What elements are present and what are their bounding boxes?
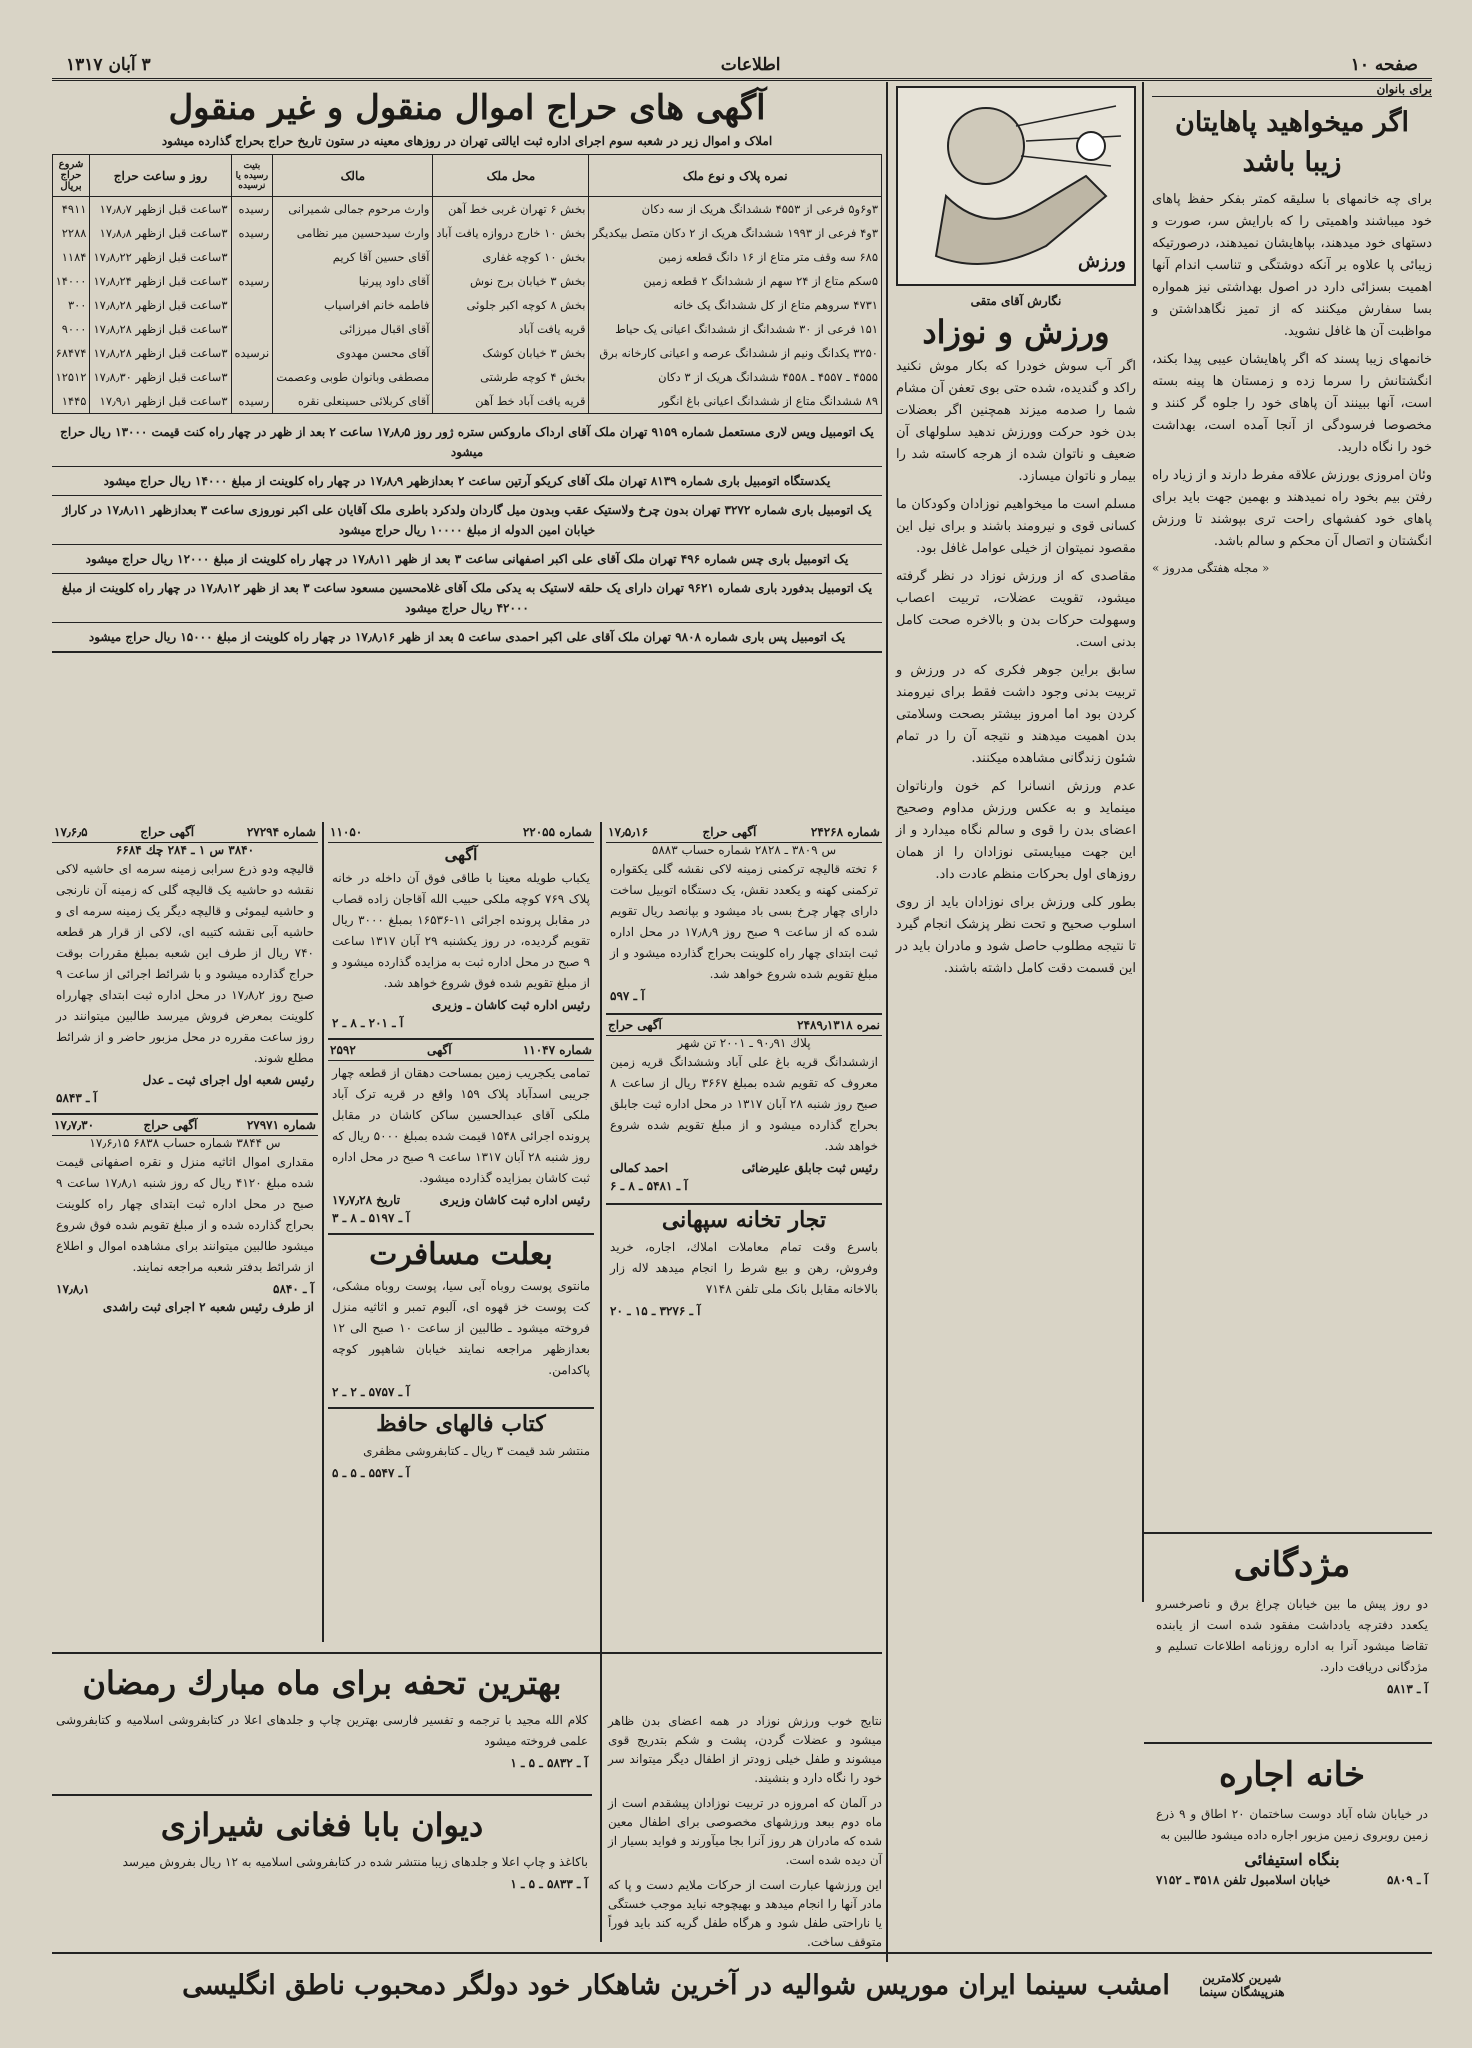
ad-code: آ ـ ۵۴۸۱ ـ ۸ ـ ۶ [610, 1179, 688, 1193]
ad-footer [52, 1298, 318, 1316]
travel-ad [328, 1233, 594, 1401]
column-header: محل ملک [433, 155, 589, 197]
table-cell: بخش ۳ خیابان برج نوش [433, 269, 589, 293]
table-cell: ۳ساعت قبل ازظهر ۱۷٫۸٫۲۲ [90, 245, 231, 269]
ad-footer [328, 1464, 594, 1482]
ad-sign: رئیس ثبت جابلق علیرضائی [741, 1161, 878, 1175]
ad-code: آ ـ ۲۰۱ ـ ۸ ـ ۲ [332, 1016, 404, 1030]
table-header [52, 155, 881, 197]
ad-ref: ۳۸۴۰ س ۱ ـ ۲۸۴ چك ۶۶۸۴ [115, 843, 255, 857]
article-paragraph: سابق براین جوهر فکری که در ورزش و تربیت بدنی وجود داشت فقط برای نیرومند کردن بود اما امروز بیشتر بصحت وسلامتی بدن اهمیت میدهند و نتیجه آن را در تمام شئون زندگانی مشاهده میکنند. [896, 663, 1136, 766]
table-cell: ۹۰۰۰ [52, 317, 90, 341]
article-paragraph: اگر آب سوش خودرا که بکار موش نکنید راکد و گندیده، شده حتی بوی تعفن آن مشام شما را صدمه میزند همچنین اگر بعضلات بدن خود حرکت وورزش ندهید سلولهای آن ضعیف و ناتوان شده از هرجه کاسته شد را بیمار و ناتوان میسازد. [896, 359, 1136, 484]
table-cell: آقای داود پیرنیا [273, 269, 433, 293]
column-divider [1142, 82, 1144, 1602]
women-byline: « مجله هفتگی مدروز » [1152, 561, 1270, 575]
ad-body: مقداری اموال اثاثیه منزل و نقره اصفهانی قیمت شده مبلغ ۴۱۲۰ ریال که روز شنبه ۱۷٫۸٫۱ ساعت ۹ صبح در محل اداره ثبت ابتدای چهار راه کلوینت بحراج گذارده شده و از مبلغ تقویم شده فوق شروع میشود طالبین میتوانند برای مشاهده اموال و اطلاع از شرائط بدفتر شعبه مراجعه نمایند. [56, 1155, 314, 1274]
ad-title: آگهی حراج [143, 1118, 198, 1132]
women-body [1152, 189, 1432, 553]
auction-ad [328, 1038, 594, 1227]
auction-section [52, 82, 882, 653]
ad-body: باکاغذ و چاپ اعلا و جلدهای زیبا منتشر شده در کتابفروشی اسلامیه به ۱۲ ریال بفروش میرسد [122, 1855, 588, 1869]
column-divider [600, 1652, 602, 1942]
ad-body: کلام الله مجید با ترجمه و تفسیر فارسی بهترین چاپ و جلدهای اعلا در کتابفروشی اسلامیه و کتابفروشی علمی فروخته میشود [56, 1713, 588, 1748]
ad-header [606, 1015, 882, 1036]
ad-footer [328, 1191, 594, 1209]
section-divider [52, 1794, 592, 1796]
ad-body: باسرع وقت تمام معاملات املاك، اجاره، خرید وفروش، رهن و بیع شرط را انجام میدهد لاله زار بالاخانه مقابل بانک ملی تلفن ۷۱۴۸ [610, 1240, 878, 1296]
ad-body: منتشر شد قیمت ۳ ریال ـ کتابفروشی مظفری [363, 1444, 590, 1458]
section-divider [1144, 1742, 1432, 1744]
article-paragraph: این ورزشها عبارت است از حرکات ملایم دست و پا که مادر آنها را انجام میدهد و بهیچوجه نباید موجب خستگی یا ناراحتی طفل شود و هرگاه طفل گریه کند باید فوراً متوقف ساخت. [608, 1878, 882, 1949]
article-paragraph: مقاصدی که از ورزش نوزاد در نظر گرفته میشود، تقویت عضلات، تربیت اعصاب وسهولت حرکات بدن و بالاخره صحت کامل بدنی است. [896, 569, 1136, 650]
vehicle-notice: یک اتومبیل ویس لاری مستعمل شماره ۹۱۵۹ تهران ملک آقای ارداک ماروکس ستره ژور روز ۱۷٫۸٫۵ ساعت ۲ بعد از ظهر در چهار راه کنت قیمت ۱۳۰۰۰ ریال حراج میشود [52, 418, 882, 467]
ad-code: آ ـ ۵۸۴۰ [273, 1282, 314, 1296]
ad-body: ۶ تخته قالیچه ترکمنی زمینه لاکی نقشه گلی یکقواره ترکمنی کهنه و یکعدد نقش، یک دستگاه اتوبیل ساخت دارای چهار چرخ بسی باد میشود و بپانصد ریال تقویم شده که از ساعت ۹ صبح روز ۱۷٫۸٫۹ در محل اداره ثبت ابتدای چهار راه کلوینت بحراج گذارده میشود و از مبلغ تقویم شده شروع خواهد شد. [610, 862, 879, 981]
auction-table [52, 154, 882, 414]
ad-title: بعلت مسافرت [369, 1237, 553, 1272]
vehicle-notice: یک اتومبیل پس باری شماره ۹۸۰۸ تهران ملک آقای علی اکبر احمدی ساعت ۵ بعد از ظهر ۱۷٫۸٫۱۶ در چهار راه کلوینت از مبلغ ۱۵۰۰۰ ریال حراج میشود [52, 623, 882, 653]
table-cell: ۳و۶و۵ فرعی از ۴۵۵۳ ششدانگ هریک از سه دکان [589, 197, 882, 222]
table-cell: ۳ساعت قبل ازظهر ۱۷٫۸٫۲۸ [90, 341, 231, 365]
ad-column-middle [328, 822, 594, 1482]
office-name: بنگاه استیفائی [1244, 1850, 1340, 1869]
ad-body: یکباب طویله معینا با طاقی فوق آن داخله در خانه پلاک ۷۶۹ کوچه ملکی حبیب الله آقاجان زاده قصاب در مقابل پرونده اجرائی ۱۱-۱۶۵۳۶ بمبلغ ۳۰۰۰ ریال تقویم گردیده، در روز یکشنبه ۲۹ آبان ۱۳۱۷ ساعت ۹ صبح در محل اداره ثبت به مزایده گذارده میشود و از مبلغ تقویم شده فوق شروع خواهد شد. [332, 871, 590, 990]
women-paragraph: وئان امروزی بورزش علاقه مفرط دارند و از زیاد راه رفتن بیم بخود راه نمیدهند و بهمین جهت باید برای پاهای خود کفشهای راحت تری بپوشند تا ورزش انگشتان و اتصال آن محکم و سالم باشد. [1152, 468, 1432, 549]
ad-footer [328, 996, 594, 1014]
sports-illustration [896, 86, 1136, 286]
table-cell [231, 317, 273, 341]
section-label: برای بانوان [1152, 82, 1432, 97]
ad-code: آ ـ ۵۵۴۷ ـ ۵ ـ ۵ [332, 1466, 410, 1480]
table-cell [231, 293, 273, 317]
ad-footer [52, 1754, 592, 1772]
ad-code: آ ـ ۵۸۱۳ [1387, 1682, 1428, 1696]
ad-footer [52, 1071, 318, 1089]
table-cell: بخش ۱۰ خارج دروازه یافت آباد [433, 221, 589, 245]
women-headline: اگر میخواهید پاهایتان زیبا باشد [1174, 107, 1410, 178]
ad-number: نمره ۲۴۸۹٫۱۳۱۸ [797, 1018, 880, 1032]
divan-ad [52, 1800, 592, 1893]
table-cell: آقای کربلائی حسینعلی نقره [273, 389, 433, 414]
ad-header [52, 1115, 318, 1136]
mojdegani-ad [1152, 1538, 1432, 1698]
ad-title: تجار تخانه سپهانی [661, 1207, 827, 1233]
table-cell: آقای اقبال میرزائی [273, 317, 433, 341]
column-header: شروع حراج بریال [52, 155, 90, 197]
auction-ad [52, 822, 318, 1107]
ad-body: تمامی یکجریب زمین بمساحت دهقان از قطعه چهار جریبی اسدآباد پلاک ۱۵۹ واقع در قریه ترک آباد ملکی آقای عبدالحسین ساکن کاشان در مقابل پرونده اجرائی ۱۵۴۸ قیمت شده بمبلغ ۵۰۰۰ ریال که روز شنبه ۲۸ آبان ۱۳۱۷ ساعت ۹ صبح در محل اداره ثبت کاشان بمزایده گذارده میشود. [332, 1066, 591, 1185]
auction-ad [52, 1113, 318, 1316]
ad-title: آگهی [444, 845, 478, 864]
table-cell: بخش ۱۰ کوچه غفاری [433, 245, 589, 269]
table-cell: وارث مرحوم جمالی شمیرانی [273, 197, 433, 222]
ad-footer [328, 1209, 594, 1227]
ad-number: شماره ۲۲۰۵۵ [522, 825, 592, 839]
table-cell: ۳ساعت قبل ازظهر ۱۷٫۸٫۲۸ [90, 317, 231, 341]
ad-number: شماره ۲۷۲۹۴ [246, 825, 316, 839]
ad-footer [52, 1875, 592, 1893]
section-divider [52, 1652, 882, 1654]
ad-number: شماره ۲۷۹۷۱ [246, 1118, 316, 1132]
ad-footer [606, 1177, 882, 1195]
table-row [52, 317, 881, 341]
table-cell: ۳۰۰ [52, 293, 90, 317]
column-divider [322, 822, 324, 1642]
ad-title: خانه اجاره [1219, 1755, 1365, 1795]
table-cell: بخش ۸ کوچه اکبر جلوئی [433, 293, 589, 317]
table-cell: قریه یافت آباد [433, 317, 589, 341]
table-cell: وارث سیدحسین میر نظامی [273, 221, 433, 245]
column-divider [886, 82, 888, 1962]
table-cell: ۲۲۸۸ [52, 221, 90, 245]
ad-number: شماره ۱۱۰۴۷ [522, 1043, 592, 1057]
cinema-small-text: شیرین کلامترین هنرپیشگان سینما [1199, 1971, 1285, 1999]
cinema-ad [52, 1956, 1432, 2014]
table-cell: ۳ساعت قبل ازظهر ۱۷٫۹٫۱ [90, 389, 231, 414]
ad-date: ۱۷٫۷٫۳۰ [54, 1118, 95, 1132]
table-row [52, 365, 881, 389]
vehicle-notice: یک اتومبیل باری چس شماره ۴۹۶ تهران ملک آقای علی اکبر اصفهانی ساعت ۳ بعد از ظهر ۱۷٫۸٫۱۱ در چهار راه کلوینت از مبلغ ۱۲۰۰۰ ریال حراج میشود [52, 545, 882, 574]
ad-header [52, 822, 318, 843]
article-paragraph: در آلمان که امروزه در تربیت نوزادان پیشقدم است از ماه دوم ببعد ورزشهای مخصوصی برای اطفال معین شده که مادران هر روز آنرا بجا میآورند و فواید بسیار از آن دیده شده است. [608, 1796, 882, 1867]
column-header: بتیت رسیده یا نرسیده [231, 155, 273, 197]
sepahani-ad [606, 1203, 882, 1320]
ad-footer [606, 1302, 882, 1320]
page-number: صفحه ۱۰ [1350, 55, 1418, 75]
hafez-ad [328, 1407, 594, 1482]
table-cell: ۱۲۵۱۲ [52, 365, 90, 389]
table-row [52, 245, 881, 269]
ad-body: دو روز پیش ما بین خیابان چراغ برق و ناصرخسرو یکعدد دفترچه یادداشت مفقود شده است از یابنده تقاضا میشود آنرا به اداره روزنامه اطلاعات تسلیم و مژدگانی دریافت دارد. [1156, 1597, 1428, 1674]
ad-code: آ ـ ۵۸۳۲ ـ ۵ ـ ۱ [510, 1756, 588, 1770]
ad-footer [1152, 1680, 1432, 1698]
article-paragraph: نتایج خوب ورزش نوزاد در همه اعضای بدن ظاهر میشود و عضلات گردن، پشت و شکم بتدریج قوی میشوند و طفل خیلی زودتر از اطفال دیگر میتواند سر خود را نگاه دارد و بنشیند. [608, 1714, 882, 1785]
ad-title: کتاب فالهای حافظ [376, 1411, 546, 1437]
table-cell [231, 245, 273, 269]
ad-ref: س ۳۸۴۴ شماره حساب ۶۸۳۸ ۱۷٫۶٫۱۵ [89, 1136, 281, 1150]
table-row [52, 293, 881, 317]
ad-title: آگهی حراج [702, 825, 757, 839]
table-row [52, 341, 881, 365]
table-cell: رسیده [231, 269, 273, 293]
cinema-title: امشب سینما ایران موریس شوالیه در آخرین شاهکار خود دولگر دمحبوب ناطق انگلیسی [182, 1969, 1170, 2001]
section-divider [52, 1952, 1432, 1954]
table-cell: بخش ۴ کوچه طرشتی [433, 365, 589, 389]
ad-footer [1152, 1871, 1432, 1889]
table-cell: رسیده [231, 389, 273, 414]
ad-footer [606, 987, 882, 1005]
women-column [1152, 82, 1432, 1522]
ad-footer [52, 1089, 318, 1107]
house-rent-ad [1152, 1748, 1432, 1889]
ad-date2: ۱۷٫۸٫۱ [56, 1282, 90, 1296]
table-cell: ۳ساعت قبل ازظهر ۱۷٫۸٫۲۴ [90, 269, 231, 293]
ad-title: آگهی حراج [140, 825, 195, 839]
ad-header [606, 822, 882, 843]
table-cell: ۱۱۸۴ [52, 245, 90, 269]
vehicle-notices [52, 418, 882, 653]
table-cell: ۱۴۰۰۰ [52, 269, 90, 293]
table-cell: ۳ساعت قبل ازظهر ۱۷٫۸٫۷ [90, 197, 231, 222]
ad-ref: پلاك ۹۰٫۹۱ ـ ۲۰۰۱ تن شهر [677, 1036, 811, 1050]
illustration-label: ورزش [1077, 251, 1126, 272]
table-cell: ۳۲۵۰ یکدانگ ونیم از ششدانگ عرصه و اعیانی کارخانه برق [589, 341, 882, 365]
sports-article [896, 294, 1136, 986]
vehicle-notice: یک اتومبیل باری شماره ۳۲۷۲ تهران بدون چرخ ولاستیک عقب وبدون میل گاردان ولدکرد باطری ملک آقایان علی اکبر نوروزی ساعت ۳ بعدازظهر ۱۷٫۸٫۱۱ در کاراژ خیابان امین الدوله از مبلغ ۱۰۰۰۰ ریال حراج میشود [52, 496, 882, 545]
ad-footer [606, 1159, 882, 1177]
lower-article [608, 1712, 882, 1958]
newspaper-name: اطلاعات [720, 55, 781, 75]
column-divider [600, 822, 602, 1702]
article-body [896, 356, 1136, 980]
table-cell: رسیده [231, 221, 273, 245]
article-paragraph: عدم ورزش انسانرا کم خون وارناتوان مینماید و به عکس ورزش مداوم وصحیح اعضای بدن را قوی و سالم نگاه میدارد و از این جهت میبایستی نوزادان را از همان روزهای اول بحرکات منظم عادت داد. [896, 779, 1136, 882]
ad-code: آ ـ ۵۷۵۷ ـ ۲ ـ ۲ [332, 1385, 410, 1399]
article-paragraph: مسلم است ما میخواهیم نوزادان وکودکان ما کسانی قوی و نیرومند باشند و برای نیل این مقصود نمیتوان از خیلی عوامل غافل بود. [896, 497, 1136, 556]
table-cell: آقای حسین آقا کریم [273, 245, 433, 269]
women-paragraph: برای چه خانمهای با سلیقه کمتر بفکر حفظ پاهای خود میباشند واهمیتی را که بارایش سر، صورت و دستهای خود میدهند، بپاهایشان نمیدهند، درصورتیکه زیبائی پا علاوه بر آنکه دوشتگی و تناسب اندام آنها اهمیت بسزائی دارد در اصول بهداشتی نیز همواره بسا سفارش میکنند که از تمیز نگاهداشتن و مواظبت آن ها غافل نشوید. [1152, 192, 1432, 339]
office-address: خیابان اسلامبول تلفن ۳۵۱۸ ـ ۷۱۵۲ [1156, 1873, 1331, 1887]
table-cell: ۳ساعت قبل ازظهر ۱۷٫۸٫۲۸ [90, 293, 231, 317]
table-cell: قریه یافت آباد خط آهن [433, 389, 589, 414]
ad-date: ۲۵۹۲ [330, 1043, 356, 1057]
ad-sign: رئیس اداره ثبت کاشان ـ وزیری [431, 998, 590, 1012]
table-row [52, 389, 881, 414]
ad-body: ازششدانگ قریه باغ علی آباد وششدانگ قریه زمین معروف که تقویم شده بمبلغ ۳۶۶۷ ریال از ساعت ۸ صبح روز شنبه ۲۸ آبان ۱۳۱۷ در محل اداره ثبت جابلق بحراج گذارده میشود و از مبلغ تقویم شده شروع خواهد شد. [610, 1055, 879, 1153]
ad-date: ۱۷٫۵٫۱۶ [608, 825, 649, 839]
ad-title: آگهی حراج [608, 1018, 662, 1032]
table-cell: آقای محسن مهدوی [273, 341, 433, 365]
ad-code: آ ـ ۵۸۰۹ [1387, 1873, 1428, 1887]
table-cell: ۴۷۳۱ سروهم متاع از کل ششدانگ یک خانه [589, 293, 882, 317]
ad-code: آ ـ ۳۲۷۶ ـ ۱۵ ـ ۲۰ [610, 1304, 701, 1318]
ad-number: شماره ۲۴۲۶۸ [810, 825, 880, 839]
ad-date: ۱۱۰۵۰ [330, 825, 363, 839]
auction-ad [606, 822, 882, 1005]
ad-ref: س ۳۸۰۹ ـ ۲۸۲۸ شماره حساب ۵۸۸۳ [651, 843, 837, 857]
ad-code: آ ـ ۵۱۹۷ ـ ۸ ـ ۳ [332, 1211, 410, 1225]
auction-headline: آگهی های حراج اموال منقول و غیر منقول [168, 88, 766, 128]
article-headline: ورزش و نوزاد [922, 313, 1110, 351]
table-cell: ۳و۴ فرعی از ۱۹۹۳ ششدانگ هریک از ۲ دکان متصل بیکدیگر [589, 221, 882, 245]
table-cell: بخش ۳ خیابان کوشک [433, 341, 589, 365]
ad-title: دیوان بابا فغانی شیرازی [160, 1806, 484, 1844]
table-cell [231, 365, 273, 389]
masthead [52, 52, 1432, 81]
lower-article-body [608, 1712, 882, 1952]
table-cell: ۱۴۴۵ [52, 389, 90, 414]
column-header: مالک [273, 155, 433, 197]
table-cell: رسیده [231, 197, 273, 222]
ad-body: در خیابان شاه آباد دوست ساختمان ۲۰ اطاق و ۹ ذرع زمین روبروی زمین مزبور اجاره داده میشود طالبین به [1156, 1807, 1428, 1842]
table-cell: ۵سکم متاع از ۲۴ سهم از ششدانگ ۲ قطعه زمین [589, 269, 882, 293]
table-cell: نرسیده [231, 341, 273, 365]
ad-date: ۱۷٫۶٫۵ [54, 825, 88, 839]
table-cell: مصطفی وبانوان طوبی وعصمت [273, 365, 433, 389]
ad-footer [328, 1383, 594, 1401]
ad-header [328, 822, 594, 843]
table-cell: ۱۵۱ فرعی از ۳۰ ششدانگ از ششدانگ اعیانی یک حیاط [589, 317, 882, 341]
ad-column-left [52, 822, 318, 1316]
ad-footer [52, 1280, 318, 1298]
table-row [52, 197, 881, 222]
column-header: روز و ساعت حراج [90, 155, 231, 197]
ad-sign: رئیس شعبه اول اجرای ثبت ـ عدل [142, 1073, 314, 1087]
ad-code: آ ـ ۵۸۴۳ [56, 1091, 97, 1105]
table-cell: ۳ساعت قبل ازظهر ۱۷٫۸٫۳۰ [90, 365, 231, 389]
ad-code: آ ـ ۵۹۷ [610, 989, 645, 1003]
auction-subheadline: املاک و اموال زیر در شعبه سوم اجرای اداره ثبت ایالتی تهران در روزهای معینه در ستون تاریخ حراج بحراج گذارده میشود [161, 134, 773, 148]
table-cell: فاطمه خانم افراسیاب [273, 293, 433, 317]
table-row [52, 221, 881, 245]
ad-title: بهترین تحفه برای ماه مبارك رمضان [82, 1664, 562, 1702]
table-cell: بخش ۶ تهران غربی خط آهن [433, 197, 589, 222]
table-cell: ۶۸۴۷۴ [52, 341, 90, 365]
vehicle-notice: یکدستگاه اتومبیل باری شماره ۸۱۳۹ تهران ملک آقای کریکو آرتین ساعت ۲ بعدازظهر ۱۷٫۸٫۹ در چهار راه کلوینت از مبلغ ۱۴۰۰۰ ریال حراج میشود [52, 467, 882, 496]
section-divider [1144, 1532, 1432, 1534]
ramadan-ad [52, 1658, 592, 1772]
ad-code: آ ـ ۵۸۳۳ ـ ۵ ـ ۱ [510, 1877, 588, 1891]
table-cell: ۴۹۱۱ [52, 197, 90, 222]
table-row [52, 269, 881, 293]
ad-column-right [606, 822, 882, 1320]
ad-title: مژدگانی [1233, 1545, 1351, 1585]
ad-body: قالیچه ودو ذرع سرابی زمینه سرمه ای حاشیه لاکی نقشه دو حاشیه یک قالیچه گلی که زمینه آن نارنجی و حاشیه لیموئی و قالیچه دیگر یک زمینه سرمه ای و حاشیه آبی نقشه کتیبه ای، لاکی از قرار هر قطعه ۷۴۰ ریال از طرف این شعبه بمبلغ مقررات بوقت حراج گذارده میشود و با شرائط اجرائی از ساعت ۹ صبح روز ۱۷٫۸٫۲ در محل اداره ثبت ابتدای چهارراه کلوینت بمعرض فروش میرسد طالبین میتوانند در روز ساعت مقرره در محل مزبور حاضر و از شرائط مطلع شوند. [56, 862, 314, 1065]
ad-date2: تاریخ ۱۷٫۷٫۲۸ [332, 1193, 401, 1207]
ad-body: مانتوی پوست روباه آبی سیا، پوست روباه مشکی، کت پوست خز قهوه ای، آلبوم تمبر و اثاثیه منزل فروخته میشود ـ طالبین از ساعت ۱۰ صبح الی ۱۲ بعدازظهر مراجعه نمایند خیابان شاهپور کوچه پاکدامن. [332, 1279, 590, 1377]
table-cell: ۳ساعت قبل ازظهر ۱۷٫۸٫۸ [90, 221, 231, 245]
table-cell: ۸۹ ششدانگ متاع از ششدانگ اعیانی باغ انگور [589, 389, 882, 414]
ad-title: آگهی [427, 1043, 452, 1057]
article-paragraph: بطور کلی ورزش برای نوزادان باید از روی اسلوب صحیح و تحت نظر پزشک انجام گیرد تا نتیجه مطلوب حاصل شود و مادران باید در این قسمت دقت کامل داشته باشند. [896, 895, 1136, 976]
table-cell: ۴۵۵۵ ـ ۴۵۵۷ ـ ۴۵۵۸ ششدانگ هریک از ۳ دکان [589, 365, 882, 389]
women-paragraph: خانمهای زیبا پسند که اگر پاهایشان عیبی پیدا بکند، انگشتانش را سرما زده و زمستان ها پینه بسته است، آنها ببینند آن پاهای خود را جلوه گر کنند و مخصوصا فرسودگی از آنجا آمده است، بهداشت خود را نگاه دارید. [1152, 352, 1432, 455]
article-byline: نگارش آقای متقی [970, 294, 1062, 308]
issue-date: ۳ آبان ۱۳۱۷ [66, 55, 151, 75]
column-header: نمره پلاک و نوع ملک [589, 155, 882, 197]
auction-ad [606, 1013, 882, 1195]
ad-sign: رئیس اداره ثبت کاشان وزیری [439, 1193, 590, 1207]
table-cell: ۶۸۵ سه وقف متر متاع از ۱۶ دانگ قطعه زمین [589, 245, 882, 269]
ad-header [328, 1040, 594, 1061]
ad-footer [328, 1014, 594, 1032]
vehicle-notice: یک اتومبیل بدفورد باری شماره ۹۶۲۱ تهران دارای یک حلقه لاستیک به یدکی ملک آقای غلامحسین مسعود ساعت ۳ بعد از ظهر ۱۷٫۸٫۱۲ در چهار راه کلوینت از مبلغ ۴۲۰۰۰ ریال حراج میشود [52, 574, 882, 623]
auction-ad [328, 822, 594, 1032]
ad-sign2: احمد کمالی [610, 1161, 669, 1175]
ad-sign: از طرف رئیس شعبه ۲ اجرای ثبت راشدی [102, 1300, 314, 1314]
